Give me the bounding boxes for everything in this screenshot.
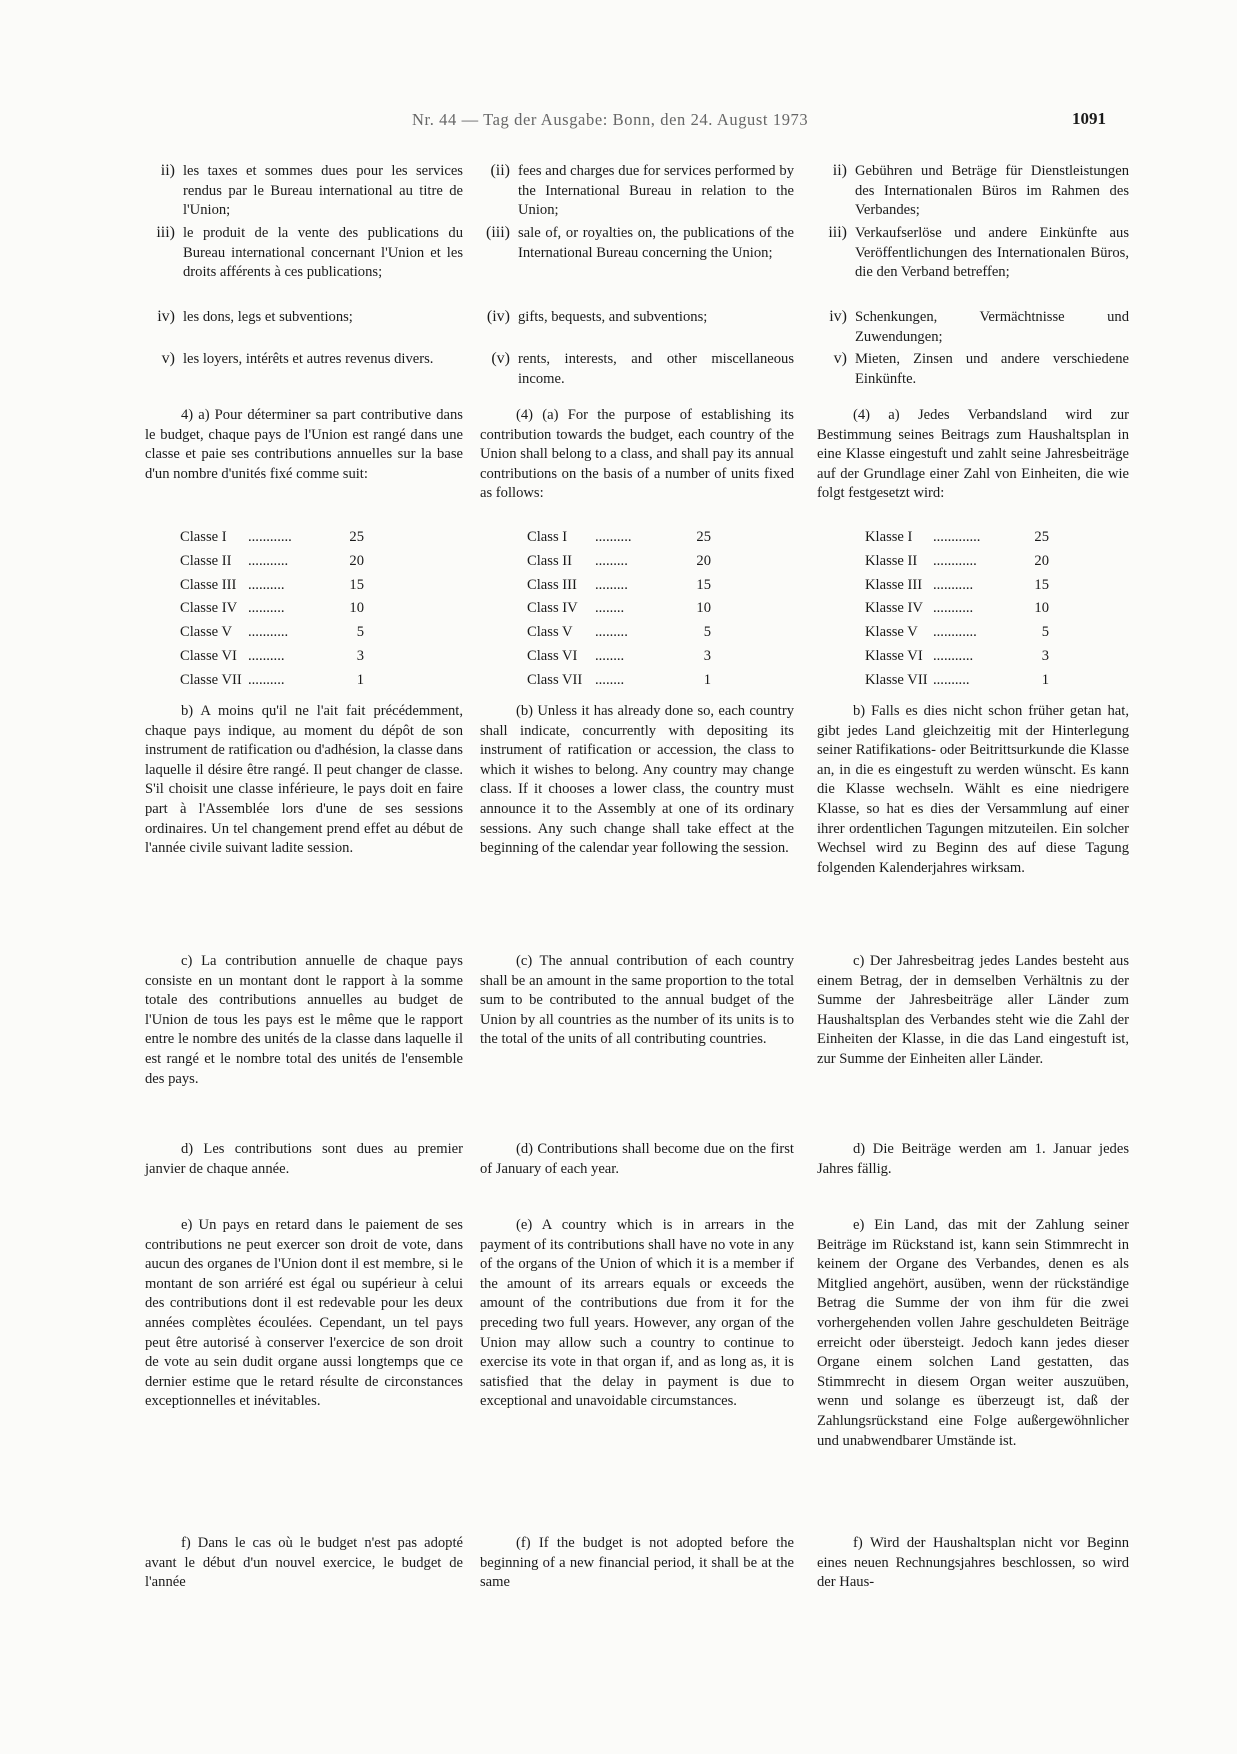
item-text: les dons, legs et subventions; <box>183 309 353 325</box>
paragraph-c <box>817 952 1129 1070</box>
class-name: Class VI <box>527 647 578 664</box>
class-table-wrapper <box>817 526 1129 693</box>
paragraph-e <box>145 1216 463 1412</box>
class-units: 10 <box>696 600 711 617</box>
leader-dots: ......... <box>595 624 628 641</box>
table-row <box>527 645 711 669</box>
paragraph-text: b) A moins qu'il ne l'ait fait précédemment, chaque pays indique, au moment du dépôt de son instrument de ratification ou d'adhésion, la classe dans laquelle il désire être rangé. Il peut changer de classe. S'il choisit une classe inférieure, le pays doit en faire part à l'Assemblée lors d'une de ses sessions ordinaires. Un tel changement prend effet au début de l'année civile suivant ladite session. <box>145 703 463 857</box>
class-name: Class III <box>527 576 577 593</box>
leader-dots: ............ <box>933 552 977 569</box>
class-units: 20 <box>349 552 364 569</box>
paragraph-c <box>145 952 463 1089</box>
list-item <box>480 224 794 263</box>
class-table <box>865 526 1049 693</box>
paragraph-e <box>817 1216 1129 1451</box>
class-units: 1 <box>703 671 711 688</box>
list-item <box>145 224 463 283</box>
paragraph-d <box>145 1140 463 1179</box>
paragraph-e <box>480 1216 794 1412</box>
leader-dots: ........... <box>248 624 289 641</box>
paragraph-4a <box>817 406 1129 504</box>
table-row <box>527 669 711 693</box>
table-row <box>865 621 1049 645</box>
class-table-wrapper <box>145 526 463 693</box>
paragraph-text: d) Die Beiträge werden am 1. Januar jedes Jahres fällig. <box>817 1141 1129 1177</box>
leader-dots: ........... <box>933 600 974 617</box>
list-item <box>480 308 794 328</box>
class-units: 20 <box>1034 552 1049 569</box>
list-item <box>817 350 1129 389</box>
item-text: sale of, or royalties on, the publications of the International Bureau concerning the Union; <box>518 225 794 261</box>
table-row <box>180 621 364 645</box>
list-item <box>480 350 794 389</box>
class-name: Classe VI <box>180 647 237 664</box>
class-name: Klasse IV <box>865 600 923 617</box>
class-name: Classe V <box>180 624 233 641</box>
paragraph-text: (d) Contributions shall become due on the first of January of each year. <box>480 1141 794 1177</box>
item-text: le produit de la vente des publications du Bureau international concernant l'Union et les droits afférents à ces publications; <box>183 225 463 281</box>
item-text: les taxes et sommes dues pour les services rendus par le Bureau international au titre de l'Union; <box>183 163 463 219</box>
leader-dots: .......... <box>248 600 285 617</box>
table-row <box>865 574 1049 598</box>
table-row <box>865 669 1049 693</box>
paragraph-c <box>480 952 794 1050</box>
class-name: Klasse II <box>865 552 918 569</box>
class-units: 20 <box>696 552 711 569</box>
leader-dots: .......... <box>248 671 285 688</box>
class-units: 3 <box>703 647 711 664</box>
item-number: iv) <box>829 308 847 325</box>
class-name: Class II <box>527 552 572 569</box>
table-row <box>180 597 364 621</box>
item-number: (iii) <box>486 224 510 241</box>
paragraph-f <box>480 1534 794 1593</box>
paragraph-text: (4) a) Jedes Verbandsland wird zur Bestimmung seines Beitrags zum Haushaltsplan in eine Klasse eingestuft und zahlt seine Jahresbeiträge auf der Grundlage einer Zahl von Einheiten, die wie folgt festgesetzt wird: <box>817 407 1129 502</box>
class-units: 5 <box>356 624 364 641</box>
item-number: iii) <box>156 224 175 241</box>
table-row <box>865 597 1049 621</box>
paragraph-text: (e) A country which is in arrears in the payment of its contributions shall have no vote in any of the organs of the Union of which it is a member if the amount of its arrears equals or exceeds the amount of the contributions due from it for the preceding two full years. However, any organ of the Union may allow such a country to continue to exercise its vote in that organ if, and as long as, it is satisfied that the delay in payment is due to exceptional and unavoidable circumstances. <box>480 1217 794 1410</box>
paragraph-text: b) Falls es dies nicht schon früher getan hat, gibt jedes Land gleichzeitig mit der Hinterlegung seiner Ratifikations- oder Beitrittsurkunde die Klasse an, in die es eingestuft zu werden wünscht. Es kann die Klasse wechseln. Wählt es eine niedrigere Klasse, so hat es dies der Versammlung auf einer ihrer ordentlichen Tagungen mitzuteilen. Ein solcher Wechsel wird zu Beginn des auf diese Tagung folgenden Kalenderjahres wirksam. <box>817 703 1129 876</box>
class-table <box>527 526 711 693</box>
paragraph-text: 4) a) Pour déterminer sa part contributive dans le budget, chaque pays de l'Union est rangé dans une classe et paie ses contributions annuelles sur la base d'un nombre d'unités fixé comme suit: <box>145 407 463 482</box>
paragraph-text: e) Ein Land, das mit der Zahlung seiner Beiträge im Rückstand ist, kann sein Stimmrecht in keinem der Organe des Verbandes, denen es als Mitglied angehört, ausüben, wenn der rückständige Betrag die Summe der von ihm für die zwei vorhergehenden vollen Jahre geschuldeten Beiträge erreicht oder übersteigt. Jedoch kann jedes dieser Organe einem solchen Land gestatten, das Stimmrecht in diesem Organ weiter auszuüben, wenn und solange es überzeugt ist, daß der Zahlungsrückstand eine Folge außergewöhnlicher und unabwendbarer Umstände ist. <box>817 1217 1129 1449</box>
class-name: Klasse VI <box>865 647 923 664</box>
paragraph-4a <box>480 406 794 504</box>
item-text: Gebühren und Beträge für Dienstleistungen des Internationalen Büros im Rahmen des Verbandes; <box>855 163 1129 219</box>
paragraph-d <box>480 1140 794 1179</box>
class-table <box>180 526 364 693</box>
leader-dots: ........ <box>595 671 625 688</box>
paragraph-text: c) La contribution annuelle de chaque pays consiste en un montant dont le rapport à la somme totale des contributions annuelles au budget de l'Union de tous les pays est le même que le rapport entre le nombre des unités de la classe dans laquelle il est rangé et le nombre total des unités de l'ensemble des pays. <box>145 953 463 1087</box>
item-text: Mieten, Zinsen und andere verschiedene Einkünfte. <box>855 351 1129 387</box>
paragraph-text: c) Der Jahresbeitrag jedes Landes besteht aus einem Betrag, der in demselben Verhältnis zu der Summe der Jahresbeiträge aller Länder zum Haushaltsplan des Verbandes steht wie die Zahl der Einheiten der Klasse, in die das Land eingestuft ist, zur Summe der Einheiten aller Länder. <box>817 953 1129 1067</box>
list-item <box>145 308 463 328</box>
list-item <box>817 162 1129 221</box>
item-number: (iv) <box>486 308 510 325</box>
paragraph-text: e) Un pays en retard dans le paiement de ses contributions ne peut exercer son droit de vote, dans aucun des organes de l'Union dont il est membre, si le montant de son arriéré est égal ou supérieur à celui des contributions dont il est redevable pour les deux années complètes écoulées. Cependant, un tel pays peut être autorisé à conserver l'exercice de son droit de vote au sein dudit organe aussi longtemps que ce dernier estime que le retard résulte de circonstances exceptionnelles et inévitables. <box>145 1217 463 1410</box>
list-item <box>480 162 794 221</box>
list-item <box>145 162 463 221</box>
leader-dots: ............. <box>933 529 981 545</box>
paragraph-text: (c) The annual contribution of each country shall be an amount in the same proportion to the total sum to be contributed to the annual budget of the Union by all countries as the number of its units is to the total of the units of all contributing countries. <box>480 953 794 1048</box>
class-name: Klasse III <box>865 576 923 593</box>
class-name: Classe II <box>180 552 232 569</box>
paragraph-text: f) Dans le cas où le budget n'est pas adopté avant le début d'un nouvel exercice, le budget de l'année <box>145 1535 463 1591</box>
item-text: Verkaufserlöse und andere Einkünfte aus Veröffentlichungen des Internationalen Büros, die den Verband betreffen; <box>855 225 1129 281</box>
class-name: Class IV <box>527 600 578 617</box>
paragraph-f <box>145 1534 463 1593</box>
paragraph-text: (b) Unless it has already done so, each country shall indicate, concurrently with depositing its instrument of ratification or accession, the class to which it wishes to belong. Any country may change class. If it chooses a lower class, the country must announce it to the Assembly at one of its ordinary sessions. Any such change shall take effect at the beginning of the calendar year following the session. <box>480 703 794 857</box>
leader-dots: .......... <box>248 647 285 664</box>
paragraph-b <box>145 702 463 859</box>
item-number: (ii) <box>490 162 510 179</box>
item-text: les loyers, intérêts et autres revenus divers. <box>183 351 434 367</box>
item-number: v) <box>833 350 847 367</box>
class-name: Classe I <box>180 529 227 545</box>
leader-dots: ........ <box>595 647 625 664</box>
class-name: Class V <box>527 624 573 641</box>
leader-dots: .......... <box>248 576 285 593</box>
table-row <box>865 550 1049 574</box>
leader-dots: ........... <box>933 647 974 664</box>
item-text: rents, interests, and other miscellaneous income. <box>518 351 794 387</box>
paragraph-text: (f) If the budget is not adopted before the beginning of a new financial period, it shall be at the same <box>480 1535 794 1591</box>
item-text: Schenkungen, Vermächtnisse und Zuwendungen; <box>855 309 1129 345</box>
table-row <box>180 645 364 669</box>
leader-dots: .......... <box>595 529 632 545</box>
class-units: 1 <box>356 671 364 688</box>
table-row <box>527 526 711 550</box>
table-row <box>527 574 711 598</box>
item-number: iv) <box>157 308 175 325</box>
item-text: fees and charges due for services performed by the International Bureau in relation to the Union; <box>518 163 794 219</box>
class-units: 25 <box>696 529 711 545</box>
leader-dots: ............ <box>248 529 292 545</box>
class-units: 1 <box>1041 671 1049 688</box>
class-units: 10 <box>349 600 364 617</box>
item-number: ii) <box>832 162 847 179</box>
list-item <box>817 308 1129 347</box>
item-text: gifts, bequests, and subventions; <box>518 309 708 325</box>
list-item <box>145 350 463 370</box>
paragraph-4a <box>145 406 463 484</box>
class-name: Klasse I <box>865 529 913 545</box>
class-name: Classe VII <box>180 671 242 688</box>
paragraph-b <box>480 702 794 859</box>
paragraph-text: (4) (a) For the purpose of establishing its contribution towards the budget, each country of the Union shall belong to a class, and shall pay its annual contributions on the basis of a number of units fixed as follows: <box>480 407 794 502</box>
leader-dots: ........... <box>933 576 974 593</box>
leader-dots: ........... <box>248 552 289 569</box>
table-row <box>180 669 364 693</box>
class-units: 5 <box>703 624 711 641</box>
item-number: ii) <box>160 162 175 179</box>
class-units: 15 <box>1034 576 1049 593</box>
class-name: Classe IV <box>180 600 238 617</box>
leader-dots: .......... <box>933 671 970 688</box>
paragraph-d <box>817 1140 1129 1179</box>
table-row <box>527 597 711 621</box>
class-units: 25 <box>1034 529 1049 545</box>
item-number: (v) <box>491 350 510 367</box>
list-item <box>817 224 1129 283</box>
paragraph-text: d) Les contributions sont dues au premier janvier de chaque année. <box>145 1141 463 1177</box>
page-number: 1091 <box>1072 109 1106 128</box>
paragraph-f <box>817 1534 1129 1593</box>
class-units: 3 <box>356 647 364 664</box>
table-row <box>527 621 711 645</box>
table-row <box>180 574 364 598</box>
class-name: Klasse VII <box>865 671 928 688</box>
class-name: Class VII <box>527 671 583 688</box>
class-units: 15 <box>696 576 711 593</box>
class-name: Klasse V <box>865 624 918 641</box>
paragraph-text: f) Wird der Haushaltsplan nicht vor Beginn eines neuen Rechnungsjahres beschlossen, so wird der Haus- <box>817 1535 1129 1591</box>
class-units: 3 <box>1041 647 1049 664</box>
class-table-wrapper <box>480 526 794 693</box>
class-name: Class I <box>527 529 568 545</box>
paragraph-b <box>817 702 1129 878</box>
leader-dots: ......... <box>595 576 628 593</box>
leader-dots: ......... <box>595 552 628 569</box>
item-number: iii) <box>828 224 847 241</box>
table-row <box>865 526 1049 550</box>
class-units: 15 <box>349 576 364 593</box>
class-units: 25 <box>349 529 364 545</box>
page-header <box>0 110 1237 132</box>
table-row <box>180 550 364 574</box>
leader-dots: ............ <box>933 624 977 641</box>
table-row <box>180 526 364 550</box>
class-units: 5 <box>1041 624 1049 641</box>
item-number: v) <box>161 350 175 367</box>
class-name: Classe III <box>180 576 237 593</box>
leader-dots: ........ <box>595 600 625 617</box>
header-title: Nr. 44 — Tag der Ausgabe: Bonn, den 24. August 1973 <box>412 110 809 129</box>
table-row <box>527 550 711 574</box>
table-row <box>865 645 1049 669</box>
class-units: 10 <box>1034 600 1049 617</box>
